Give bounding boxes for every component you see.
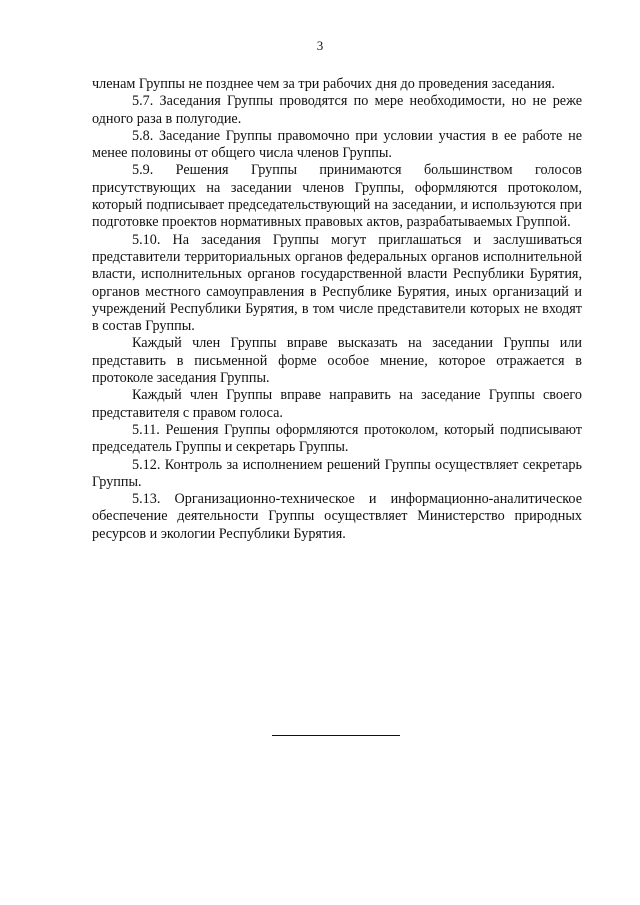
document-body bbox=[92, 76, 582, 543]
paragraph-5-10: 5.10. На заседания Группы могут приглашаться и заслушиваться представители территориальных органов федеральных органов исполнительной власти, исполнительных органов государственной власти Республики Бурятия, органов местного самоуправления в Республике Бурятия, иных организаций и учреждений Республики Бурятия, в том числе представители которых не входят в состав Группы. bbox=[92, 231, 582, 335]
paragraph-member-opinion: Каждый член Группы вправе высказать на заседании Группы или представить в письменной форме особое мнение, которое отражается в протоколе заседания Группы. bbox=[92, 335, 582, 387]
paragraph-5-9: 5.9. Решения Группы принимаются большинством голосов присутствующих на заседании членов Группы, оформляются протоколом, который подписывает председательствующий на заседании, и используются при подготовке проектов нормативных правовых актов, разрабатываемых Группой. bbox=[92, 162, 582, 231]
paragraph-5-12: 5.12. Контроль за исполнением решений Группы осуществляет секретарь Группы. bbox=[92, 456, 582, 490]
paragraph-5-7: 5.7. Заседания Группы проводятся по мере необходимости, но не реже одного раза в полугодие. bbox=[92, 93, 582, 127]
paragraph-5-11: 5.11. Решения Группы оформляются протоколом, который подписывают председатель Группы и секретарь Группы. bbox=[92, 421, 582, 456]
paragraph-continuation: членам Группы не позднее чем за три рабочих дня до проведения заседания. bbox=[92, 76, 555, 92]
paragraph-5-13: 5.13. Организационно-техническое и информационно-аналитическое обеспечение деятельности Группы осуществляет Министерство природных ресурсов и экологии Республики Бурятия. bbox=[92, 491, 582, 542]
closing-divider bbox=[272, 735, 400, 736]
paragraph-5-8: 5.8. Заседание Группы правомочно при условии участия в ее работе не менее половины от общего числа членов Группы. bbox=[92, 127, 582, 162]
paragraph-member-representative: Каждый член Группы вправе направить на заседание Группы своего представителя с правом голоса. bbox=[92, 387, 582, 421]
page-number: 3 bbox=[316, 38, 324, 53]
